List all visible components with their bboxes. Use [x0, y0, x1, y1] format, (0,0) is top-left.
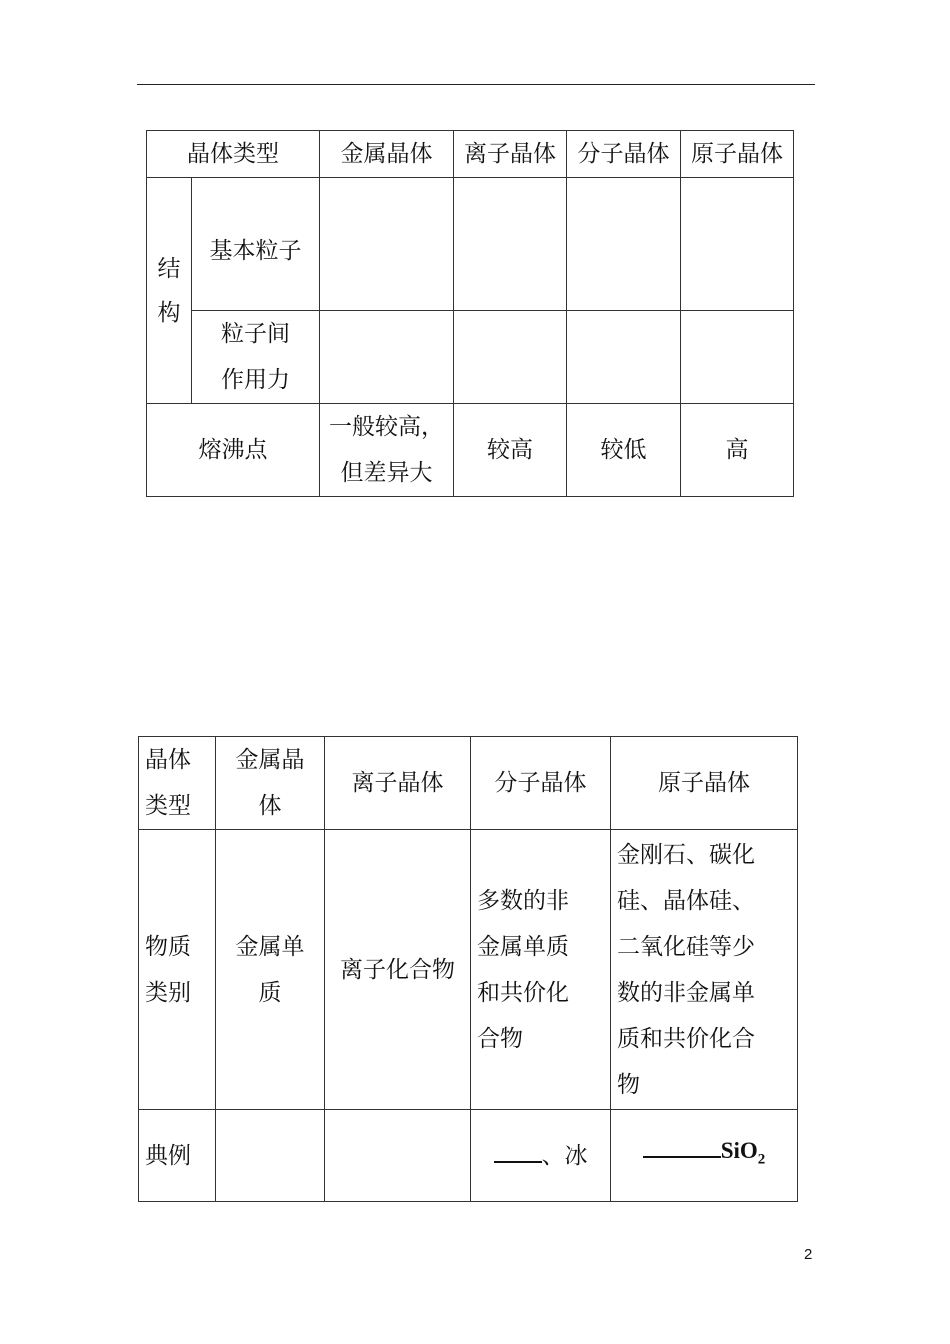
example-text: 、冰	[541, 1142, 588, 1169]
cell-line: 二氧化硅等少	[617, 933, 755, 960]
cell-line: 硅、晶体硅、	[617, 887, 755, 914]
cell-line: 合物	[477, 1025, 523, 1052]
data-cell: 高	[681, 404, 794, 497]
data-cell	[611, 1110, 798, 1202]
table-row	[147, 404, 794, 497]
cell-line: 物质	[145, 933, 191, 960]
row-label	[139, 830, 216, 1110]
page-number: 2	[804, 1246, 813, 1263]
table-row	[147, 178, 794, 311]
label-line: 粒子间	[221, 321, 290, 347]
data-cell: 较高	[454, 404, 567, 497]
structure-label	[147, 178, 192, 404]
table-row	[139, 830, 798, 1110]
header-cell: 离子晶体	[454, 131, 567, 178]
data-cell	[216, 830, 325, 1110]
empty-cell	[320, 178, 454, 311]
data-cell	[320, 404, 454, 497]
empty-cell	[567, 311, 681, 404]
row-label: 基本粒子	[192, 178, 320, 311]
header-cell: 金属晶体	[320, 131, 454, 178]
cell-line: 晶体	[145, 747, 191, 773]
cell-line: 但差异大	[340, 460, 433, 486]
empty-cell	[216, 1110, 325, 1202]
cell-line: 金属单质	[477, 933, 569, 960]
header-cell: 分子晶体	[567, 131, 681, 178]
cell-line: 类型	[145, 793, 191, 819]
empty-cell	[681, 311, 794, 404]
row-label: 熔沸点	[147, 404, 320, 497]
crystal-category-table	[138, 736, 798, 1202]
cell-line: 和共价化	[477, 979, 569, 1006]
cell-line: 一般较高，	[329, 414, 444, 440]
cell-line: 金属晶	[235, 747, 305, 773]
label-line: 构	[157, 299, 181, 326]
header-rule	[137, 84, 815, 85]
formula-subscript: 2	[757, 1151, 766, 1168]
data-cell	[611, 830, 798, 1110]
empty-cell	[454, 311, 567, 404]
header-cell	[139, 737, 216, 830]
data-cell	[471, 1110, 611, 1202]
answer-blank	[494, 1139, 542, 1163]
cell-line: 金属单	[235, 933, 305, 960]
data-cell: 较低	[567, 404, 681, 497]
table-row	[147, 311, 794, 404]
cell-line: 类别	[145, 979, 191, 1006]
crystal-structure-table	[146, 130, 794, 497]
header-cell	[216, 737, 325, 830]
cell-line: 质	[258, 979, 282, 1006]
cell-line: 金刚石、碳化	[617, 841, 755, 868]
empty-cell	[567, 178, 681, 311]
empty-cell	[320, 311, 454, 404]
cell-line: 多数的非	[477, 887, 569, 914]
table-row	[139, 1110, 798, 1202]
empty-cell	[325, 1110, 471, 1202]
row-label	[192, 311, 320, 404]
table-row	[147, 131, 794, 178]
cell-line: 质和共价化合	[617, 1025, 755, 1052]
header-cell: 晶体类型	[147, 131, 320, 178]
data-cell: 离子化合物	[325, 830, 471, 1110]
answer-blank	[643, 1134, 721, 1158]
table-row	[139, 737, 798, 830]
cell-line: 数的非金属单	[617, 979, 755, 1006]
label-line: 结	[157, 255, 181, 282]
label-line: 作用力	[221, 367, 290, 393]
header-cell: 原子晶体	[611, 737, 798, 830]
cell-line: 物	[617, 1071, 640, 1098]
empty-cell	[454, 178, 567, 311]
empty-cell	[681, 178, 794, 311]
header-cell: 离子晶体	[325, 737, 471, 830]
cell-line: 体	[258, 793, 282, 819]
header-cell: 分子晶体	[471, 737, 611, 830]
row-label: 典例	[139, 1110, 216, 1202]
formula-text: SiO	[720, 1138, 758, 1164]
header-cell: 原子晶体	[681, 131, 794, 178]
data-cell	[471, 830, 611, 1110]
